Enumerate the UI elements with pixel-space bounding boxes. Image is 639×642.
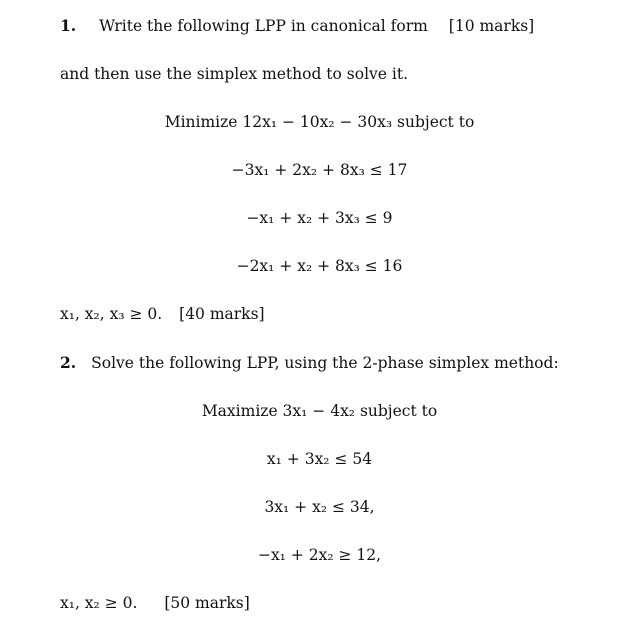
q2-objective: Maximize 3x₁ − 4x₂ subject to [201, 402, 438, 420]
q2-marks: [50 marks] [164, 594, 250, 612]
q2-heading: Solve the following LPP, using the 2-phase simplex method: [91, 354, 559, 372]
q1-constraint-3: −2x₁ + x₂ + 8x₃ ≤ 16 [236, 257, 403, 275]
q1-constraint-1: −3x₁ + 2x₂ + 8x₃ ≤ 17 [231, 161, 408, 179]
q2-nonneg-line [60, 593, 250, 613]
q1-heading: Write the following LPP in canonical form [99, 17, 428, 35]
q1-objective: Minimize 12x₁ − 10x₂ − 30x₃ subject to [164, 113, 475, 131]
q1-number: 1. [60, 16, 77, 35]
q2-nonneg: x₁, x₂ ≥ 0. [60, 594, 138, 612]
q2-number: 2. [60, 353, 77, 372]
q2-constraint-1: x₁ + 3x₂ ≤ 54 [266, 450, 373, 468]
q2-header [60, 353, 559, 373]
q1-marks-b: [40 marks] [179, 305, 265, 323]
q1-nonneg-line [60, 304, 265, 324]
q1-constraint-2: −x₁ + x₂ + 3x₃ ≤ 9 [246, 209, 393, 227]
q1-header [60, 16, 534, 36]
q1-nonneg: x₁, x₂, x₃ ≥ 0. [60, 305, 163, 323]
q1-marks-a: [10 marks] [448, 17, 535, 35]
q2-constraint-3: −x₁ + 2x₂ ≥ 12, [257, 546, 382, 564]
q2-constraint-2: 3x₁ + x₂ ≤ 34, [264, 498, 375, 516]
q1-intro: and then use the simplex method to solve it. [60, 65, 409, 83]
